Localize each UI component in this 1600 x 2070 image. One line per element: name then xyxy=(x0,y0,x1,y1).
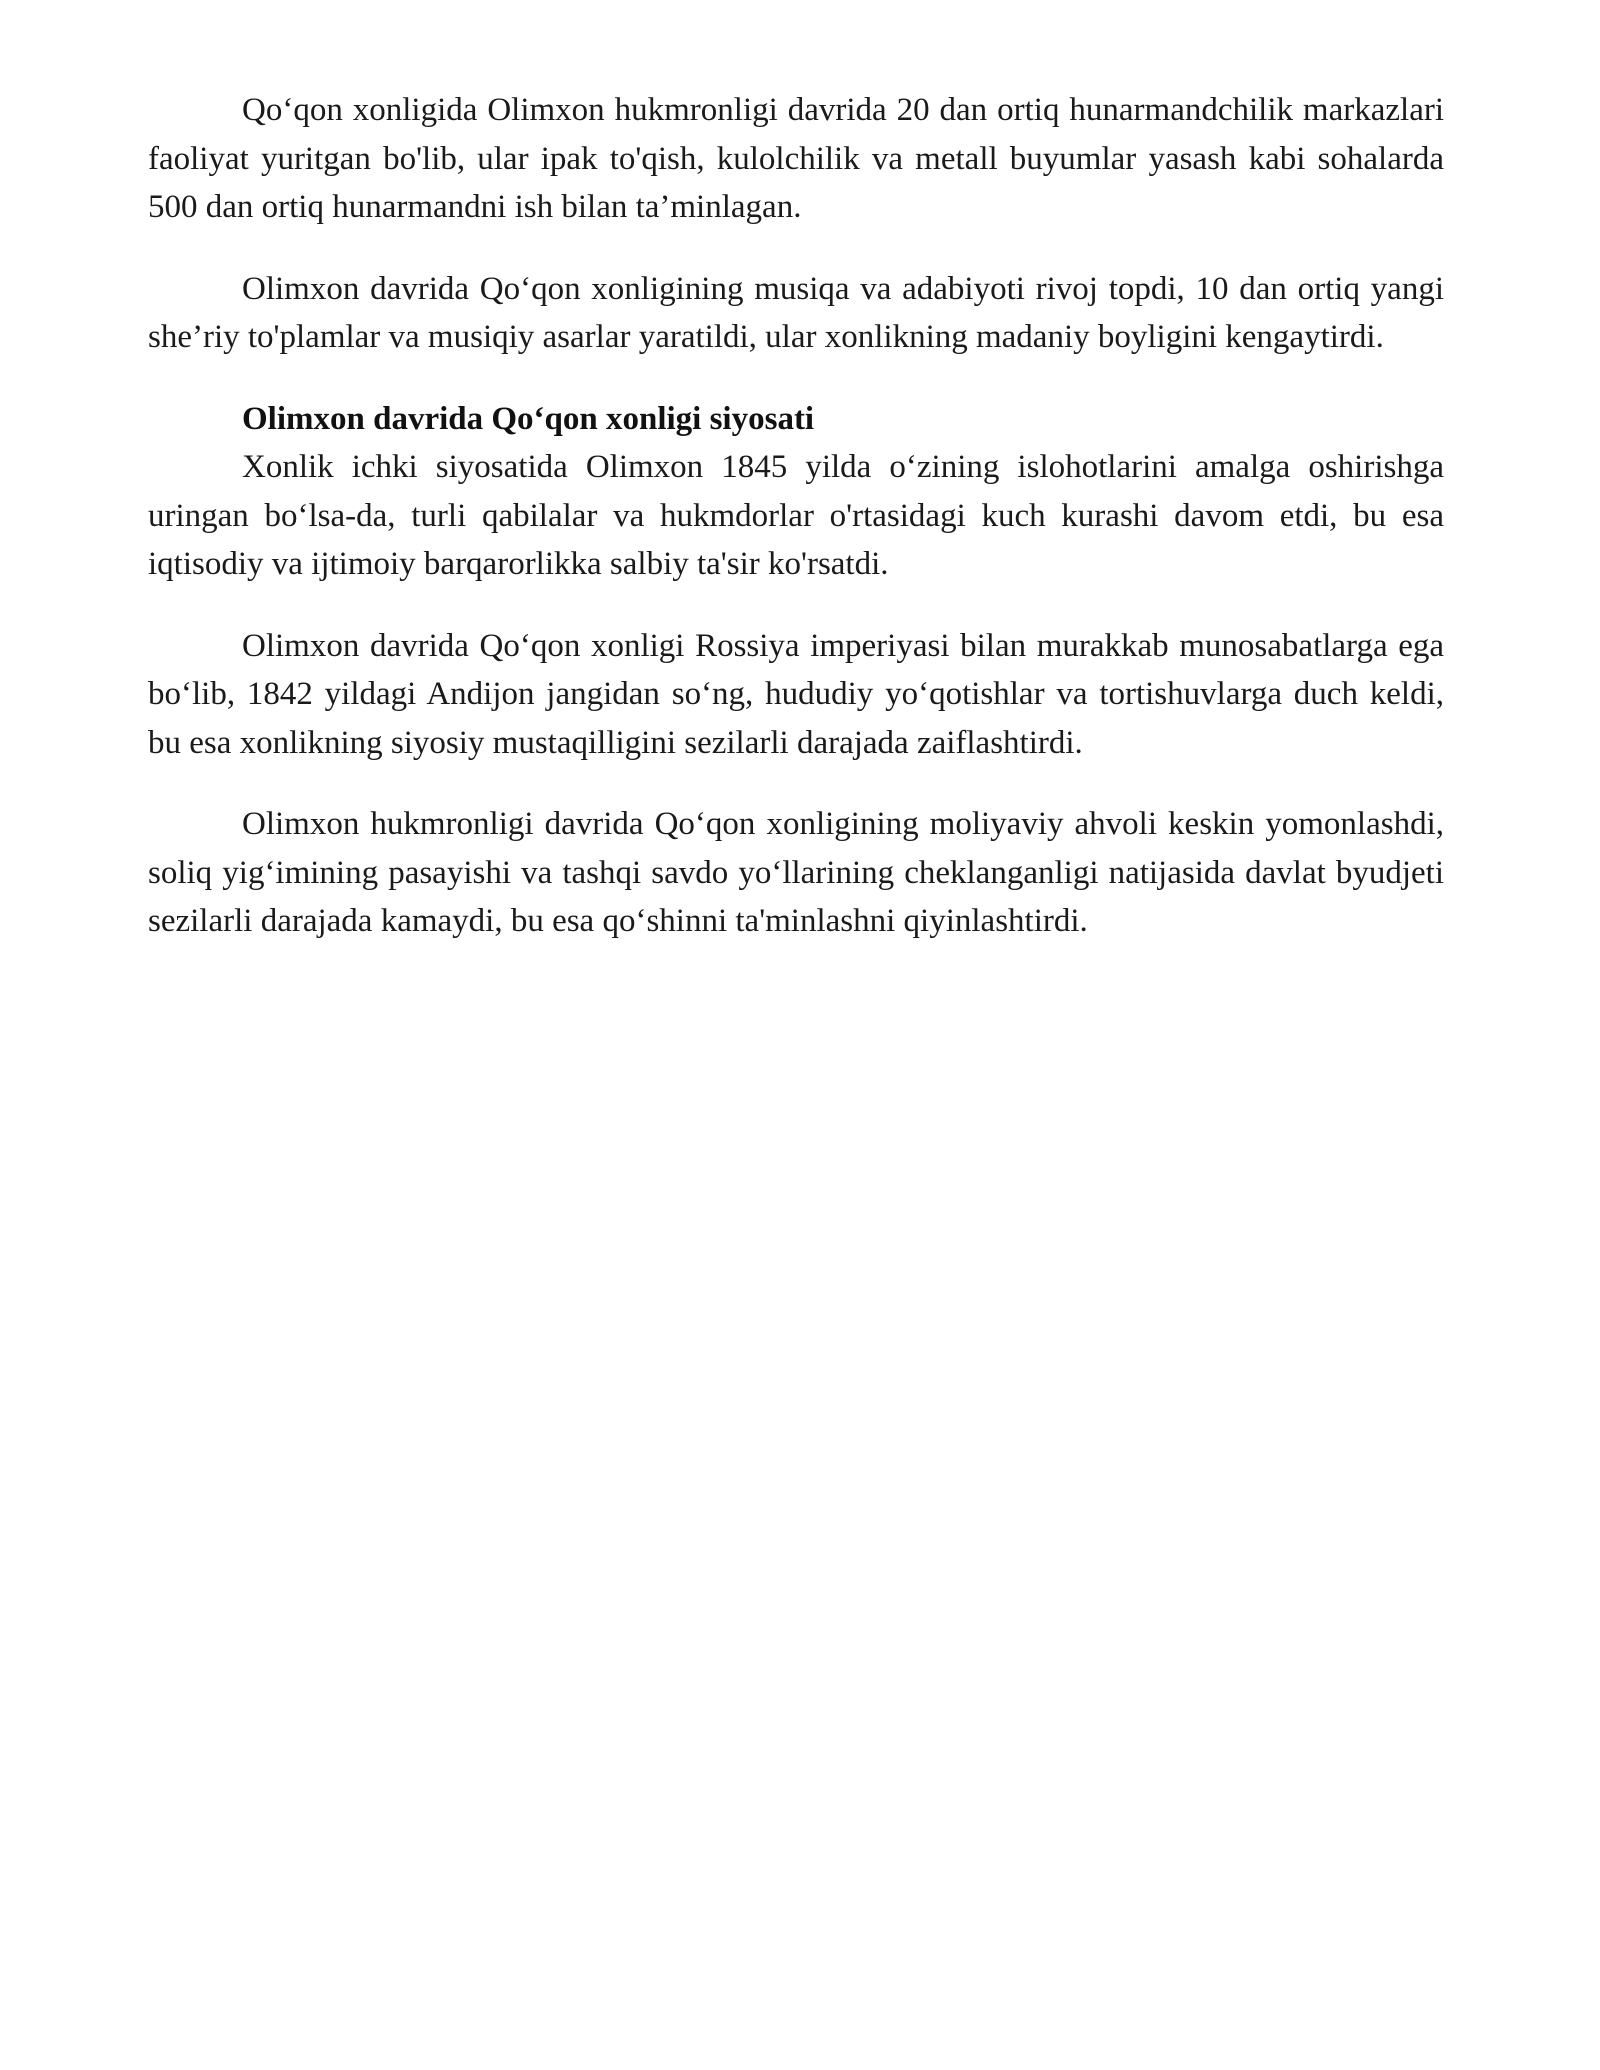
document-body xyxy=(148,86,1444,979)
paragraph-russia-relations: Olimxon davrida Qo‘qon xonligi Rossiya imperiyasi bilan murakkab munosabatlarga ega bo‘lib, 1842 yildagi Andijon jangidan so‘ng, hududiy yo‘qotishlar va tortishuvlarga duch keldi, bu esa xonlikning siyosiy mustaqilligini sezilarli darajada zaiflashtirdi. xyxy=(148,627,1444,761)
paragraph-internal-policy: Xonlik ichki siyosatida Olimxon 1845 yilda o‘zining islohotlarini amalga oshirishga uringan bo‘lsa-da, turli qabilalar va hukmdorlar o'rtasidagi kuch kurashi davom etdi, bu esa iqtisodiy va ijtimoiy barqarorlikka salbiy ta'sir ko'rsatdi. xyxy=(148,449,1444,582)
paragraph-craft-centers: Qo‘qon xonligida Olimxon hukmronligi davrida 20 dan ortiq hunarmandchilik markazlari faoliyat yuritgan bo'lib, ular ipak to'qish, kulolchilik va metall buyumlar yasash kabi sohalarda 500 dan ortiq hunarmandni ish bilan ta’minlagan. xyxy=(148,92,1444,225)
section-heading: Olimxon davrida Qo‘qon xonligi siyosati xyxy=(242,400,815,437)
paragraph-finances: Olimxon hukmronligi davrida Qo‘qon xonligining moliyaviy ahvoli keskin yomonlashdi, soliq yig‘imining pasayishi va tashqi savdo yo‘llarining cheklanganligi natijasida davlat byudjeti sezilarli darajada kamaydi, bu esa qo‘shinni ta'minlashni qiyinlashtirdi. xyxy=(148,806,1444,939)
paragraph-music-literature: Olimxon davrida Qo‘qon xonligining musiqa va adabiyoti rivoj topdi, 10 dan ortiq yangi she’riy to'plamlar va musiqiy asarlar yaratildi, ular xonlikning madaniy boyligini kengaytirdi. xyxy=(148,270,1444,355)
